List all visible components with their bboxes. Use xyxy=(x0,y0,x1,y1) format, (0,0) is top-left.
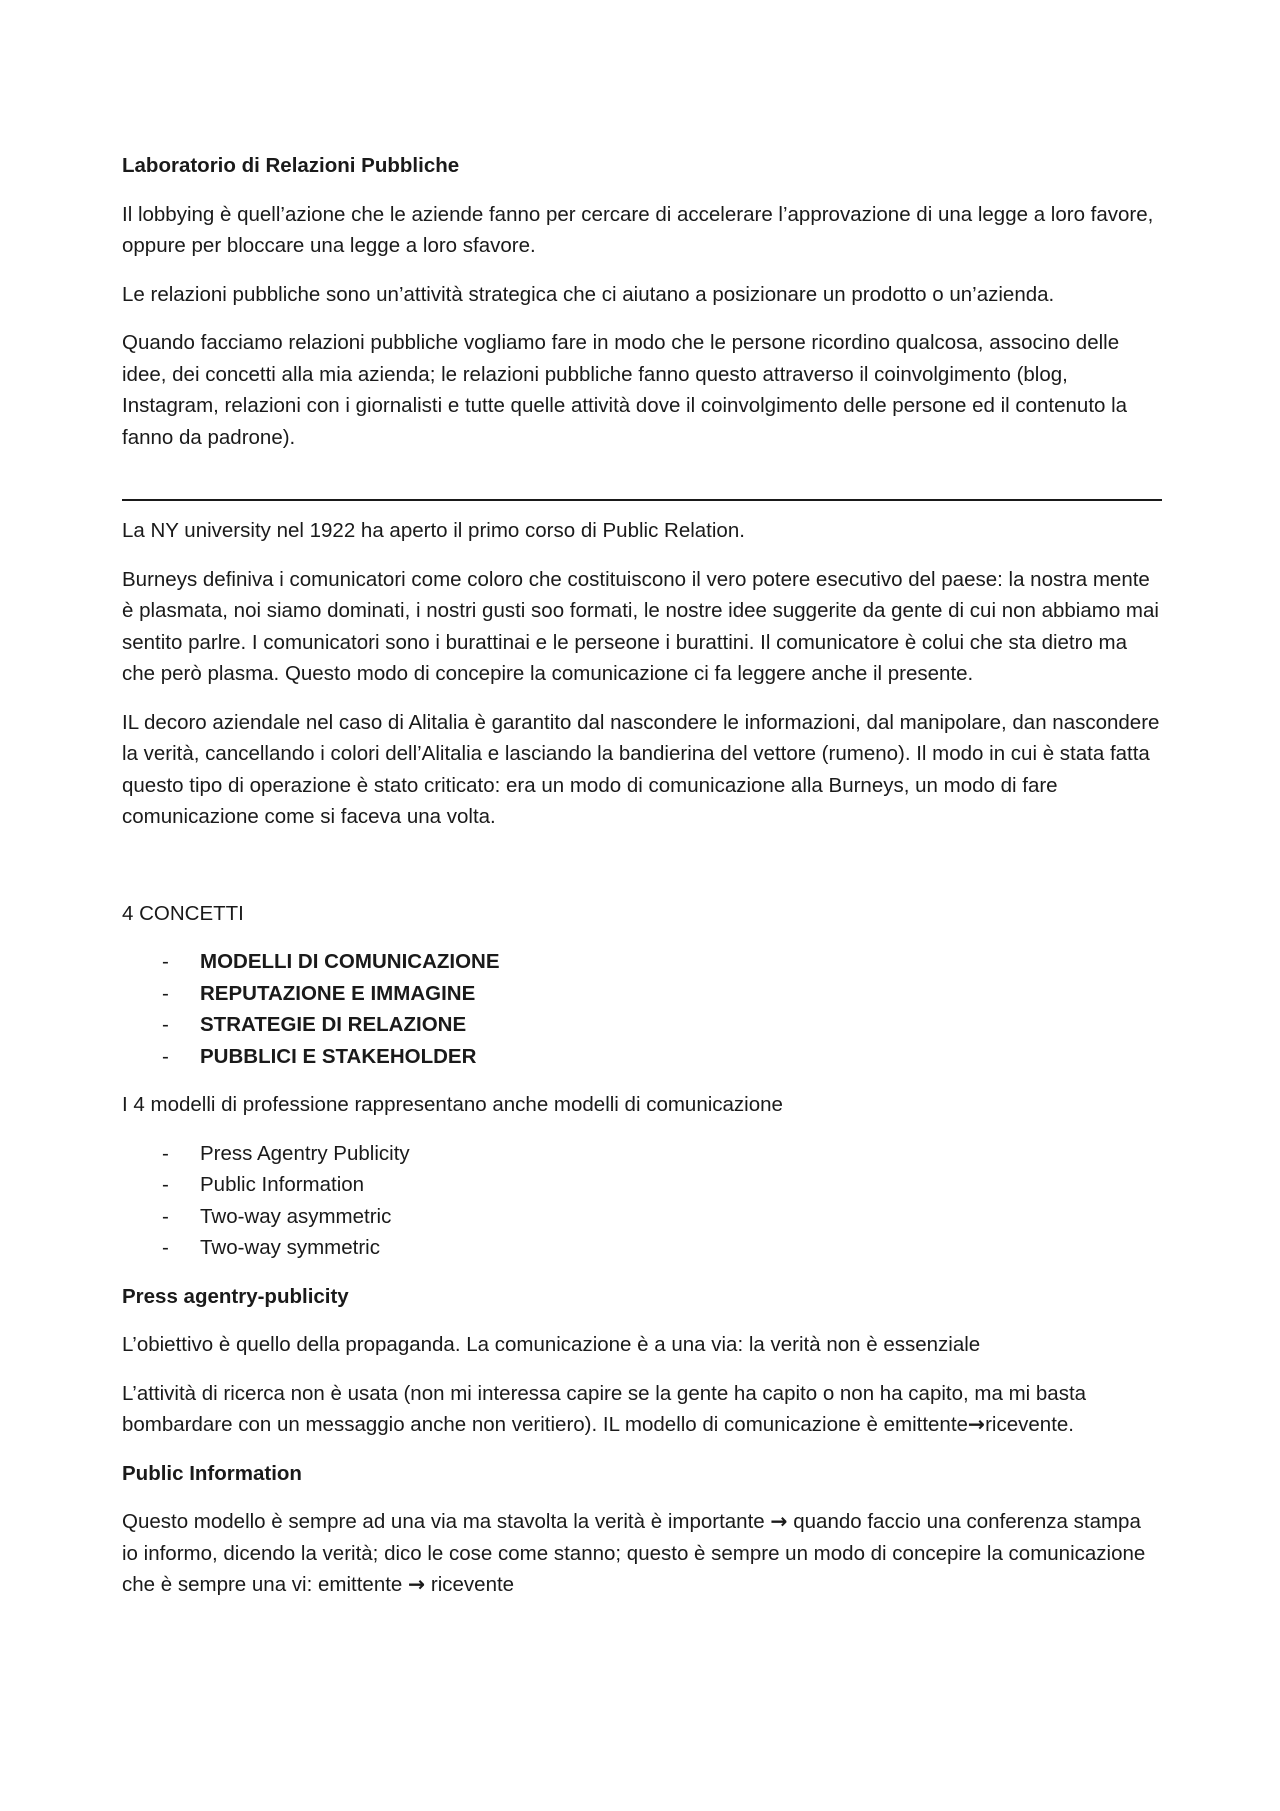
document-page xyxy=(122,150,1162,1618)
paragraph-burneys: Burneys definiva i comunicatori come coloro che costituiscono il vero potere esecutivo del paese: la nostra mente è plasmata, noi siamo dominati, i nostri gusti soo formati, le nostre idee suggerite da gente di cui non abbiamo mai sentito parlre. I comunicatori sono i burattinai e le perseone i burattini. Il comunicatore è colui che sta dietro ma che però plasma. Questo modo di concepire la comunicazione ci fa leggere anche il presente. xyxy=(122,567,1159,685)
public-information-paragraph: Questo modello è sempre ad una via ma stavolta la verità è importante → quando faccio una conferenza stampa io informo, dicendo la verità; dico le cose come stanno; questo è sempre un modo di concepire la comunicazione che è sempre una vi: emittente → ricevente xyxy=(122,1509,1146,1596)
dash-bullet: - xyxy=(162,950,169,973)
paragraph-lobbying: Il lobbying è quell’azione che le aziende fanno per cercare di accelerare l’approvazione di una legge a loro favore, oppure per bloccare una legge a loro sfavore. xyxy=(122,202,1154,257)
models-list xyxy=(122,1138,1162,1264)
list-item: - MODELLI DI COMUNICAZIONE xyxy=(122,946,1162,978)
document-title: Laboratorio di Relazioni Pubbliche xyxy=(122,154,460,177)
dash-bullet: - xyxy=(162,1013,169,1036)
list-item: - STRATEGIE DI RELAZIONE xyxy=(122,1009,1162,1041)
dash-bullet: - xyxy=(162,1141,169,1165)
public-information-heading: Public Information xyxy=(122,1461,302,1485)
horizontal-divider xyxy=(122,499,1162,501)
paragraph-ny-university: La NY university nel 1922 ha aperto il primo corso di Public Relation. xyxy=(122,519,745,542)
dash-bullet: - xyxy=(162,1173,169,1196)
right-arrow-icon: → xyxy=(967,1412,986,1436)
press-agentry-heading: Press agentry-publicity xyxy=(122,1284,349,1308)
concepts-list xyxy=(122,946,1162,1072)
list-item: - Public Information xyxy=(122,1169,1162,1201)
paragraph-pr-engagement: Quando facciamo relazioni pubbliche vogliamo fare in modo che le persone ricordino qualcosa, associno delle idee, dei concetti alla mia azienda; le relazioni pubbliche fanno questo attraverso il coinvolgimento (blog, Instagram, relazioni con i giornalisti e tutte quelle attività dove il coinvolgimento delle persone ed il contenuto la fanno da padrone). xyxy=(122,331,1128,449)
dash-bullet: - xyxy=(162,981,169,1005)
paragraph-pr-strategy: Le relazioni pubbliche sono un’attività strategica che ci aiutano a posizionare un prodotto o un’azienda. xyxy=(122,282,1055,306)
paragraph-alitalia: IL decoro aziendale nel caso di Alitalia è garantito dal nascondere le informazioni, dal manipolare, dan nascondere la verità, cancellando i colori dell’Alitalia e lasciando la bandierina del vettore (rumeno). Il modo in cui è stata fatta questo tipo di operazione è stato criticato: era un modo di comunicazione alla Burneys, un modo di fare comunicazione come si faceva una volta. xyxy=(122,710,1160,828)
dash-bullet: - xyxy=(162,1236,169,1259)
list-item: - Press Agentry Publicity xyxy=(122,1138,1162,1170)
press-agentry-paragraph-2: L’attività di ricerca non è usata (non mi interessa capire se la gente ha capito o non ha capito, ma mi basta bombardare con un messaggio anche non veritiero). IL modello di comunicazione è emittente→ricevente. xyxy=(122,1381,1087,1436)
press-agentry-paragraph-1: L’obiettivo è quello della propaganda. La comunicazione è a una via: la verità non è essenziale xyxy=(122,1333,981,1356)
list-item: - PUBBLICI E STAKEHOLDER xyxy=(122,1041,1162,1073)
dash-bullet: - xyxy=(162,1204,169,1228)
right-arrow-icon: → xyxy=(408,1572,426,1596)
dash-bullet: - xyxy=(162,1044,169,1068)
list-item: - Two-way symmetric xyxy=(122,1232,1162,1264)
right-arrow-icon: → xyxy=(770,1509,788,1533)
models-intro: I 4 modelli di professione rappresentano anche modelli di comunicazione xyxy=(122,1093,783,1116)
concepts-heading: 4 CONCETTI xyxy=(122,901,244,925)
spacer xyxy=(122,850,1162,898)
list-item: - REPUTAZIONE E IMMAGINE xyxy=(122,978,1162,1010)
list-item: - Two-way asymmetric xyxy=(122,1201,1162,1233)
